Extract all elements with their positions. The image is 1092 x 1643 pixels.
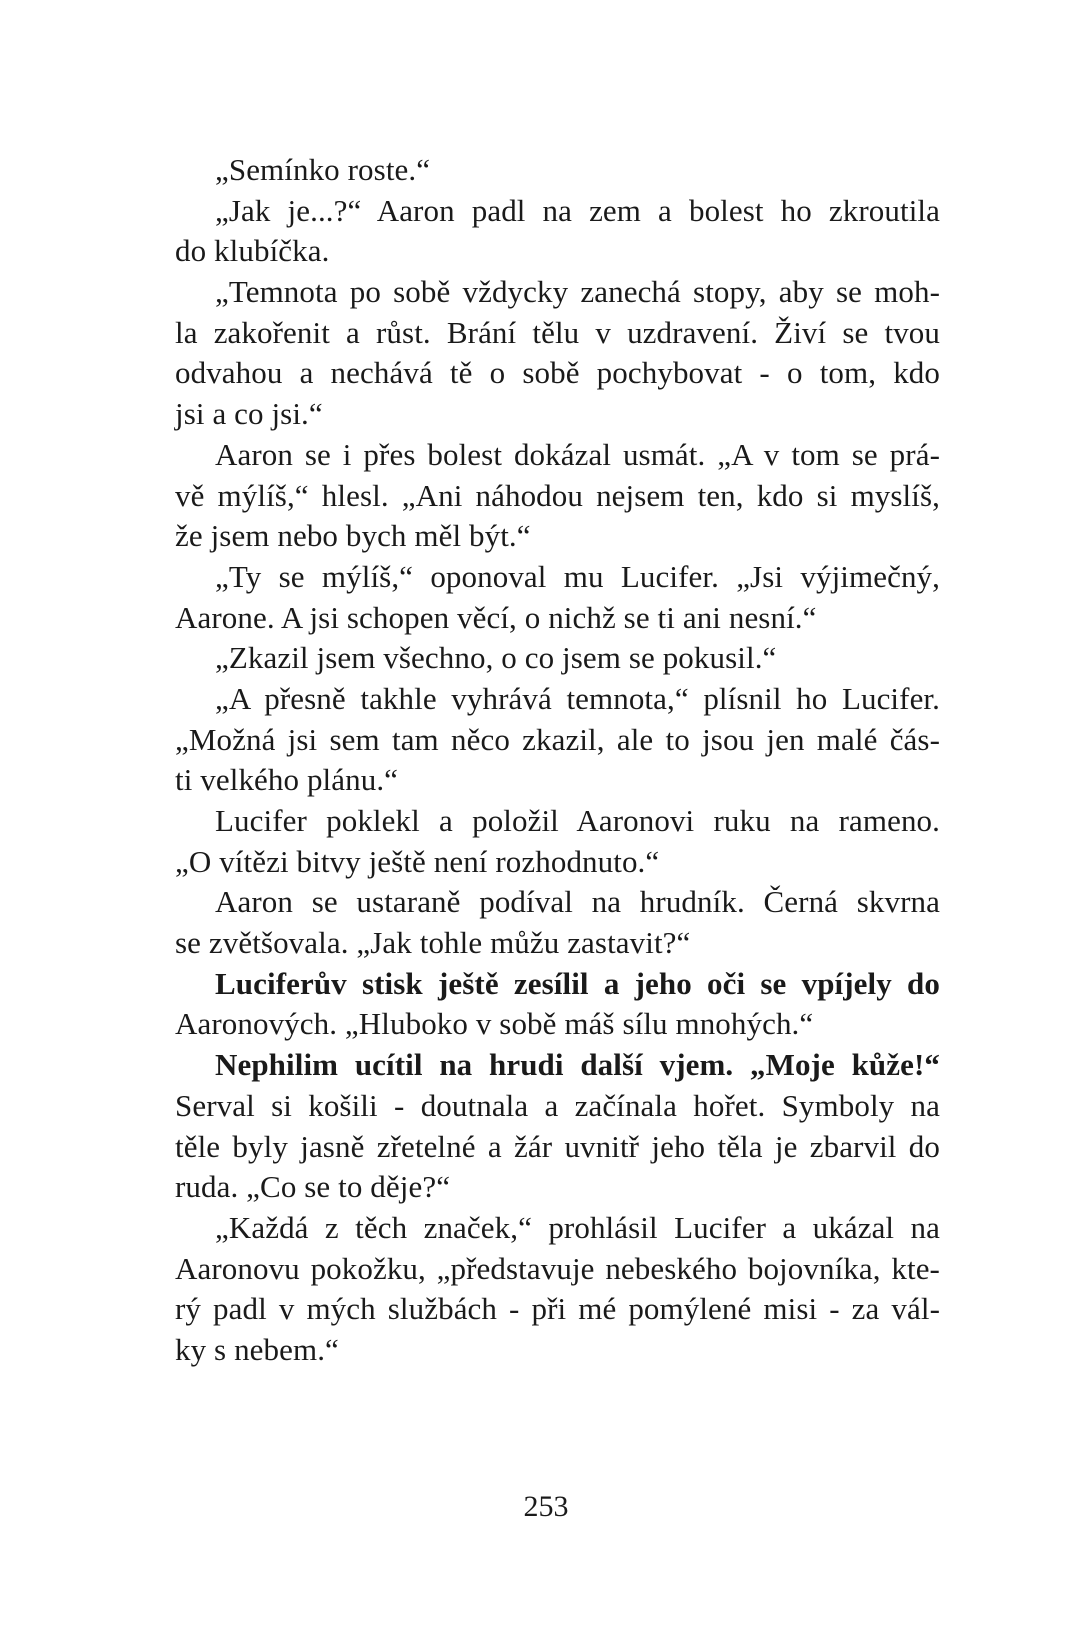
text-line: „Semínko roste.“: [215, 152, 431, 187]
text-line: „Možná jsi sem tam něco zkazil, ale to jsou jen malé čás-: [175, 721, 940, 757]
text-line: Lucifer poklekl a položil Aaronovi ruku na rameno.: [215, 803, 940, 838]
text-line: Serval si košili - doutnala a začínala hořet. Symboly na: [175, 1087, 940, 1123]
text-line: Aaronovu pokožku, „představuje nebeského bojovníka, kte-: [175, 1250, 940, 1286]
text-line: ruda. „Co se to děje?“: [175, 1169, 451, 1205]
text-line: ti velkého plánu.“: [175, 762, 399, 798]
text-line: Aaron se i přes bolest dokázal usmát. „A v tom se prá-: [215, 436, 940, 472]
text-line: Luciferův stisk ještě zesílil a jeho oči se vpíjely do: [215, 965, 940, 1001]
text-line: Aaronových. „Hluboko v sobě máš sílu mnohých.“: [175, 1006, 814, 1042]
text-line: se zvětšovala. „Jak tohle můžu zastavit?“: [175, 925, 691, 961]
text-line: ky s nebem.“: [175, 1331, 339, 1367]
text-line: la zakořenit a růst. Brání tělu v uzdravení. Živí se tvou: [175, 314, 940, 350]
text-line: rý padl v mých službách - při mé pomýlené misi - za vál-: [175, 1291, 940, 1327]
page-number: 253: [523, 1490, 569, 1523]
text-line: že jsem nebo bych měl být.“: [175, 518, 531, 554]
text-line: Aaron se ustaraně podíval na hrudník. Černá skvrna: [215, 884, 940, 920]
text-line: „Jak je...?“ Aaron padl na zem a bolest ho zkroutila: [215, 192, 940, 228]
text-line: jsi a co jsi.“: [175, 396, 323, 432]
text-line: „Ty se mýlíš,“ oponoval mu Lucifer. „Jsi výjimečný,: [215, 558, 940, 594]
body-text: [175, 150, 940, 1371]
text-line: vě mýlíš,“ hlesl. „Ani náhodou nejsem ten, kdo si myslíš,: [175, 477, 940, 513]
text-line: „Temnota po sobě vždycky zanechá stopy, aby se moh-: [215, 274, 940, 310]
text-line: Nephilim ucítil na hrudi další vjem. „Moje kůže!“: [215, 1047, 940, 1083]
text-line: těle byly jasně zřetelné a žár uvnitř jeho těla je zbarvil do: [175, 1128, 940, 1164]
text-line: „A přesně takhle vyhrává temnota,“ plísnil ho Lucifer.: [215, 680, 940, 716]
text-line: „Zkazil jsem všechno, o co jsem se pokusil.“: [215, 640, 777, 676]
text-line: „Každá z těch značek,“ prohlásil Lucifer a ukázal na: [215, 1209, 940, 1245]
text-line: Aarone. A jsi schopen věcí, o nichž se ti ani nesní.“: [175, 599, 817, 635]
text-line: „O vítězi bitvy ještě není rozhodnuto.“: [175, 843, 660, 879]
text-line: do klubíčka.: [175, 233, 330, 269]
text-line: odvahou a nechává tě o sobě pochybovat - o tom, kdo: [175, 355, 940, 391]
